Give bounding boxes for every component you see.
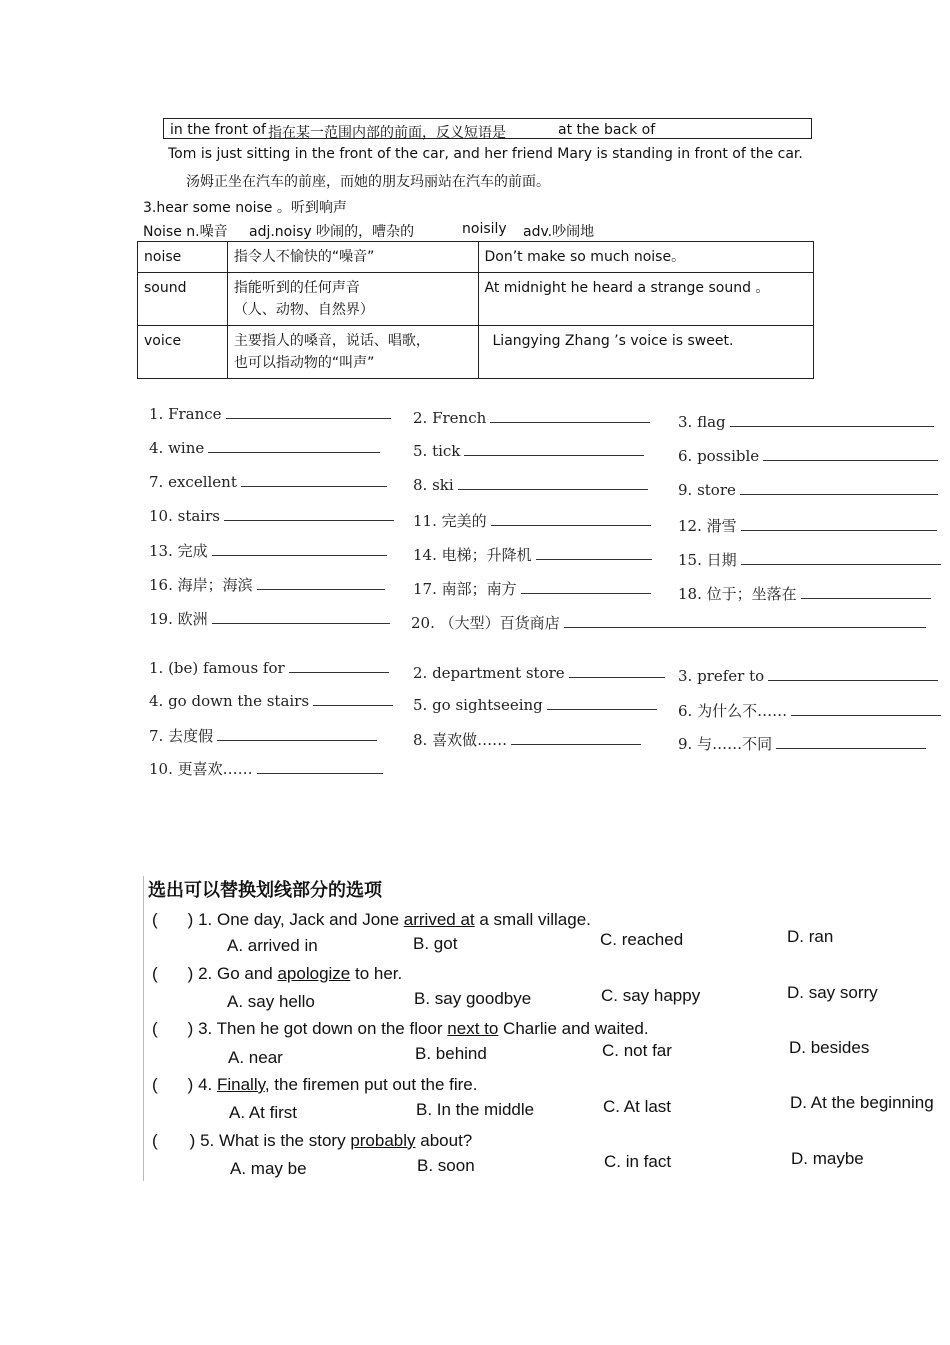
answer-paren-close: )	[187, 910, 194, 929]
option-d[interactable]: D. ran	[787, 927, 834, 946]
question-text: 2. Go and	[198, 964, 278, 983]
example-chinese: 汤姆正坐在汽车的前座，而她的朋友玛丽站在汽车的前面。	[186, 174, 550, 190]
answer-blank[interactable]	[217, 739, 377, 741]
underlined-phrase: apologize	[277, 964, 351, 983]
option-b[interactable]: B. soon	[417, 1156, 475, 1175]
vocab-item: 6. possible	[678, 447, 938, 465]
question-text: about?	[415, 1131, 473, 1150]
adjective-form: adj.noisy 吵闹的，嘈杂的	[249, 224, 415, 240]
option-d[interactable]: D. maybe	[791, 1149, 864, 1168]
option-c[interactable]: C. At last	[603, 1097, 672, 1116]
meaning-line: 指能听到的任何声音	[233, 280, 360, 296]
answer-paren[interactable]: (	[152, 1131, 158, 1150]
meaning-line: （人、动物、自然界）	[233, 302, 374, 318]
answer-blank[interactable]	[763, 459, 938, 461]
option-a[interactable]: A. arrived in	[227, 936, 318, 955]
vocab-item: 12. 滑雪	[678, 515, 937, 536]
example-cell: At midnight he heard a strange sound 。	[478, 273, 814, 326]
table-row	[138, 242, 814, 273]
answer-paren-close: )	[187, 1019, 194, 1038]
quiz-title: 选出可以替换划线部分的选项	[148, 880, 382, 900]
answer-blank[interactable]	[740, 493, 938, 495]
noun-form: Noise n.噪音	[143, 224, 228, 240]
word-cell: sound	[138, 273, 228, 326]
meaning-cell	[227, 273, 478, 326]
vocab-item: 11. 完美的	[413, 510, 651, 531]
underlined-phrase: arrived at	[403, 910, 475, 929]
noise-word-forms	[143, 221, 823, 241]
answer-blank[interactable]	[768, 679, 938, 681]
option-b[interactable]: B. behind	[415, 1044, 487, 1063]
multiple-choice-section	[143, 876, 946, 1181]
option-c[interactable]: C. reached	[600, 930, 684, 949]
phrase-antonym: at the back of	[558, 122, 656, 138]
answer-paren-close: )	[189, 1131, 196, 1150]
answer-paren[interactable]: (	[152, 1075, 158, 1094]
question-text: Charlie and waited.	[498, 1019, 649, 1038]
vocab-item: 15. 日期	[678, 549, 941, 570]
option-a[interactable]: A. near	[228, 1048, 283, 1067]
meaning-cell	[227, 326, 478, 379]
question-3	[152, 1019, 649, 1039]
answer-paren[interactable]: (	[152, 910, 158, 929]
vocab-item: 17. 南部；南方	[413, 578, 651, 599]
word-cell: noise	[138, 242, 228, 273]
answer-blank[interactable]	[511, 743, 641, 745]
answer-paren[interactable]: (	[152, 964, 158, 983]
answer-blank[interactable]	[289, 671, 389, 673]
option-c[interactable]: C. not far	[602, 1041, 672, 1060]
answer-blank[interactable]	[521, 592, 651, 594]
word-cell: voice	[138, 326, 228, 379]
question-5	[152, 1131, 472, 1151]
table-row	[138, 326, 814, 379]
answer-blank[interactable]	[257, 588, 385, 590]
phrase-item: 5. go sightseeing	[413, 696, 657, 714]
vocab-item: 20. （大型）百货商店	[411, 612, 926, 633]
phrase-item: 2. department store	[413, 664, 665, 682]
vocab-item: 5. tick	[413, 442, 644, 460]
option-b[interactable]: B. In the middle	[416, 1100, 535, 1119]
answer-blank[interactable]	[226, 417, 391, 419]
answer-paren[interactable]: (	[152, 1019, 158, 1038]
option-b[interactable]: B. say goodbye	[414, 989, 532, 1008]
option-d[interactable]: D. say sorry	[787, 983, 878, 1002]
answer-blank[interactable]	[490, 421, 650, 423]
option-d[interactable]: D. At the beginning	[790, 1093, 934, 1112]
phrase-item: 9. 与……不同	[678, 733, 926, 754]
example-english: Tom is just sitting in the front of the car, and her friend Mary is standing in front of the car.	[168, 146, 803, 162]
phrase-item: 8. 喜欢做……	[413, 729, 641, 750]
meaning-line: 也可以指动物的“叫声”	[233, 355, 375, 371]
option-a[interactable]: A. say hello	[227, 992, 315, 1011]
question-text: 3. Then he got down on the floor	[198, 1019, 448, 1038]
phrase: in the front of	[170, 122, 266, 138]
vocab-item: 19. 欧洲	[149, 608, 390, 629]
question-4	[152, 1075, 477, 1095]
question-text: 5. What is the story	[200, 1131, 351, 1150]
adverb-form: adv.吵闹地	[523, 224, 595, 240]
answer-blank[interactable]	[212, 622, 390, 624]
answer-blank[interactable]	[257, 772, 383, 774]
answer-blank[interactable]	[536, 558, 652, 560]
answer-blank[interactable]	[564, 626, 926, 628]
vocab-item: 8. ski	[413, 476, 648, 494]
vocab-item: 18. 位于；坐落在	[678, 583, 931, 604]
answer-blank[interactable]	[547, 708, 657, 710]
vocabulary-exercise-2	[143, 650, 945, 781]
answer-blank[interactable]	[313, 704, 393, 706]
noise-sound-voice-table	[137, 241, 814, 379]
question-2	[152, 964, 402, 984]
adverb-word: noisily	[462, 221, 507, 237]
vocab-item: 4. wine	[149, 439, 380, 457]
answer-paren-close: )	[187, 1075, 194, 1094]
phrase-item: 1. (be) famous for	[149, 659, 389, 677]
option-a[interactable]: A. At first	[229, 1103, 298, 1122]
phrase-item: 6. 为什么不……	[678, 700, 941, 721]
answer-blank[interactable]	[801, 597, 931, 599]
answer-blank[interactable]	[241, 485, 387, 487]
phrase-item: 10. 更喜欢……	[149, 758, 383, 779]
answer-blank[interactable]	[491, 524, 651, 526]
vocab-item: 16. 海岸；海滨	[149, 574, 385, 595]
option-a[interactable]: A. may be	[230, 1159, 307, 1178]
question-1	[152, 910, 591, 930]
answer-blank[interactable]	[464, 454, 644, 456]
vocab-item: 9. store	[678, 481, 938, 499]
answer-blank[interactable]	[791, 714, 941, 716]
answer-blank[interactable]	[208, 451, 380, 453]
answer-blank[interactable]	[224, 519, 394, 521]
section-heading: 3.hear some noise 。听到响声	[143, 200, 347, 216]
option-b[interactable]: B. got	[413, 934, 458, 953]
option-c[interactable]: C. say happy	[601, 986, 701, 1005]
vocab-item: 10. stairs	[149, 507, 394, 525]
answer-blank[interactable]	[741, 529, 937, 531]
vocab-item: 14. 电梯；升降机	[413, 544, 652, 565]
phrase-item: 3. prefer to	[678, 667, 938, 685]
question-text: , the firemen put out the fire.	[264, 1075, 478, 1094]
table-row	[138, 273, 814, 326]
question-text: 4.	[198, 1075, 217, 1094]
meaning-line: 指令人不愉快的“噪音”	[233, 249, 375, 265]
example-cell: Liangying Zhang ’s voice is sweet.	[478, 326, 814, 379]
underlined-phrase: probably	[350, 1131, 416, 1150]
option-d[interactable]: D. besides	[789, 1038, 870, 1057]
answer-blank[interactable]	[741, 563, 941, 565]
answer-blank[interactable]	[212, 554, 387, 556]
phrase-meaning: 指在某一范围内部的前面，反义短语是	[268, 125, 506, 141]
question-text: a small village.	[474, 910, 591, 929]
answer-blank[interactable]	[776, 747, 926, 749]
vocab-item: 7. excellent	[149, 473, 387, 491]
vocabulary-exercise-1	[143, 393, 945, 640]
meaning-cell	[227, 242, 478, 273]
vocab-item: 1. France	[149, 405, 391, 423]
example-cell: Don’t make so much noise。	[478, 242, 814, 273]
question-text: to her.	[350, 964, 403, 983]
vocab-item: 13. 完成	[149, 540, 387, 561]
underlined-phrase: Finally	[216, 1075, 265, 1094]
vocab-item: 2. French	[413, 409, 650, 427]
underlined-phrase: next to	[447, 1019, 499, 1038]
meaning-line: 主要指人的嗓音，说话、唱歌，	[233, 333, 430, 349]
option-c[interactable]: C. in fact	[604, 1152, 672, 1171]
answer-blank[interactable]	[569, 676, 665, 678]
question-text: 1. One day, Jack and Jone	[198, 910, 404, 929]
phrase-box	[163, 118, 812, 139]
answer-blank[interactable]	[730, 425, 934, 427]
answer-paren-close: )	[187, 964, 194, 983]
answer-blank[interactable]	[458, 488, 648, 490]
phrase-item: 4. go down the stairs	[149, 692, 393, 710]
phrase-item: 7. 去度假	[149, 725, 377, 746]
vocab-item: 3. flag	[678, 413, 934, 431]
